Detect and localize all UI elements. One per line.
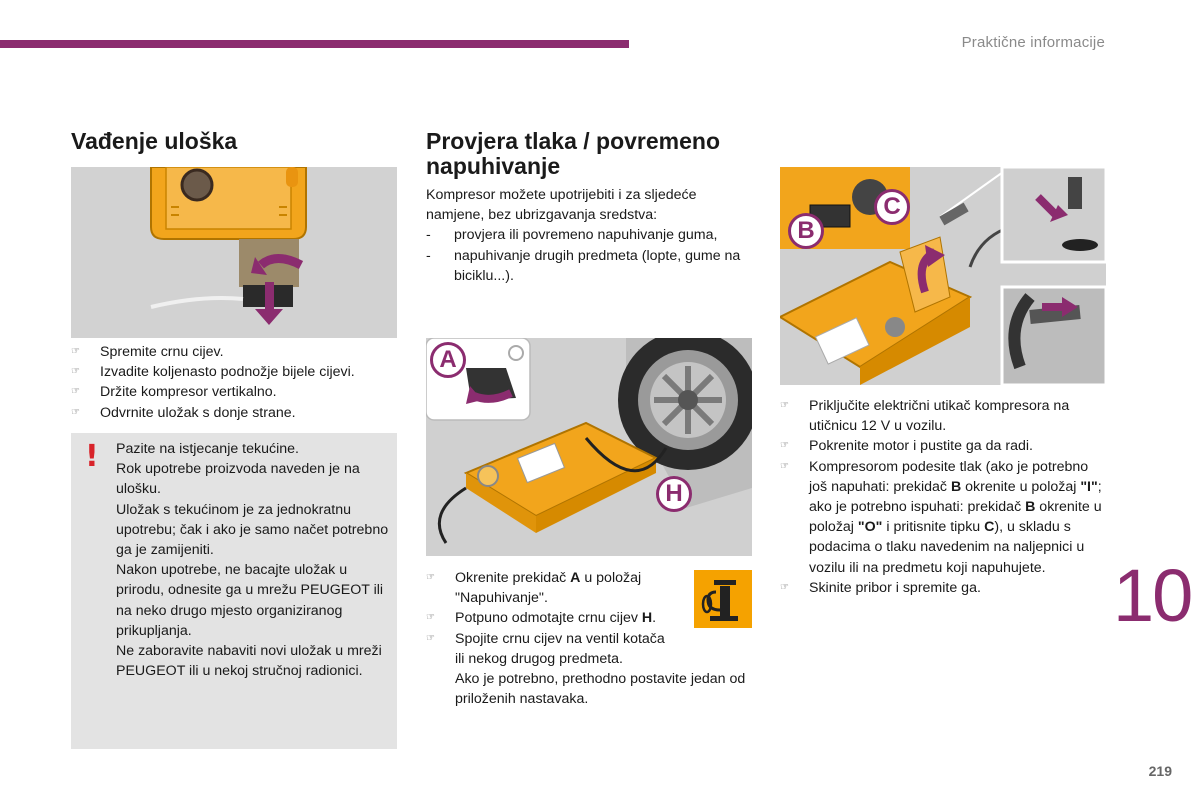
list-item: - provjera ili povremeno napuhivanje guma, [426,227,718,244]
list-item: ☞ Okrenite prekidač A u položaj "Napuhivanje". [426,570,642,607]
left-title: Vađenje uloška [71,128,238,154]
bullet-hand-icon: ☞ [71,366,80,378]
warning-paragraph: Pazite na istjecanje tekućine. [116,441,299,457]
middle-title-line: Provjera tlaka / povremeno [426,128,721,154]
warning-paragraph: Nakon upotrebe, ne bacajte uložak u prirodu, odnesite ga u mrežu PEUGEOT ili na neko drugo mjesto organiziranog prikupljanja. [116,562,384,639]
compressor-wheel-illustration [426,338,752,556]
intro-line: Kompresor možete upotrijebiti i za sljedeće [426,187,697,203]
uses-list [426,225,756,286]
figure-label-A: A [430,342,466,378]
figure-label-H: H [656,476,692,512]
compressor-switch-illustration [780,167,1106,385]
warning-paragraph: Rok upotrebe proizvoda naveden je na ulošku. [116,461,360,498]
warning-paragraph: Ne zaboravite nabaviti novi uložak u mreži PEUGEOT ili u nekoj stručnoj radionici. [116,643,382,680]
warning-box [71,433,397,749]
figure-label-C: C [874,189,910,225]
intro-line: namjene, bez ubrizgavanja sredstva: [426,207,658,224]
list-item: ☞ Kompresorom podesite tlak (ako je potrebno još napuhati: prekidač B okrenite u položaj "I"; ako je potrebno ispuhati: prekidač B okrenite u položaj "O" i pritisnite tipku C), u skladu s podacima o tlaku navedenim na naljepnici u vozilu ili na predmetu koji napuhujete. [780,458,1102,576]
chapter-number: 10 [1113,554,1192,637]
left-steps-list [71,342,397,423]
middle-title [426,129,766,179]
list-item: ☞ Spremite crnu cijev. [71,342,397,362]
intro-text [426,185,756,286]
bullet-hand-icon: ☞ [780,440,789,452]
warning-paragraph: Uložak s tekućinom je za jednokratnu upotrebu; čak i ako je samo načet potrebno ga je zamijeniti. [116,501,389,559]
header-accent-bar [0,40,629,48]
figure-label-B: B [788,213,824,249]
list-item: ☞ Potpuno odmotajte crnu cijev H. [426,608,686,628]
warning-exclamation-icon: ! [85,439,99,474]
list-item: - napuhivanje drugih predmeta (lopte, gume na biciklu...). [426,247,741,284]
bullet-hand-icon: ☞ [426,632,435,644]
bullet-hand-icon: ☞ [426,572,435,583]
list-item: ☞ Priključite električni utikač kompresora na utičnicu 12 V u vozilu. [780,398,1070,435]
bullet-hand-icon: ☞ [780,460,789,472]
bullet-hand-icon: ☞ [780,581,789,593]
tire-pump-icon [694,570,752,628]
list-note: Ako je potrebno, prethodno postavite jedan od priloženih nastavaka. [455,671,746,708]
list-item: ☞ Spojite crnu cijev na ventil kotača ili nekog drugog predmeta. [426,630,665,667]
cartridge-illustration [71,167,397,338]
middle-title-line: napuhivanje [426,153,561,179]
list-item: ☞ Izvadite koljenasto podnožje bijele cijevi. [71,362,397,382]
right-steps-list [780,396,1106,598]
warning-text [116,439,391,681]
bullet-hand-icon: ☞ [71,346,80,357]
bullet-hand-icon: ☞ [426,612,435,624]
bullet-hand-icon: ☞ [71,386,80,398]
middle-steps-list [426,568,746,709]
section-title: Praktične informacije [961,34,1105,51]
list-item: ☞ Pokrenite motor i pustite ga da radi. [780,436,1106,456]
list-item: ☞ Odvrnite uložak s donje strane. [71,403,397,423]
list-item: ☞ Skinite pribor i spremite ga. [780,578,1106,598]
bullet-hand-icon: ☞ [71,406,80,418]
list-item: ☞ Držite kompresor vertikalno. [71,382,397,402]
page-number: 219 [1148,763,1172,779]
bullet-hand-icon: ☞ [780,400,789,411]
